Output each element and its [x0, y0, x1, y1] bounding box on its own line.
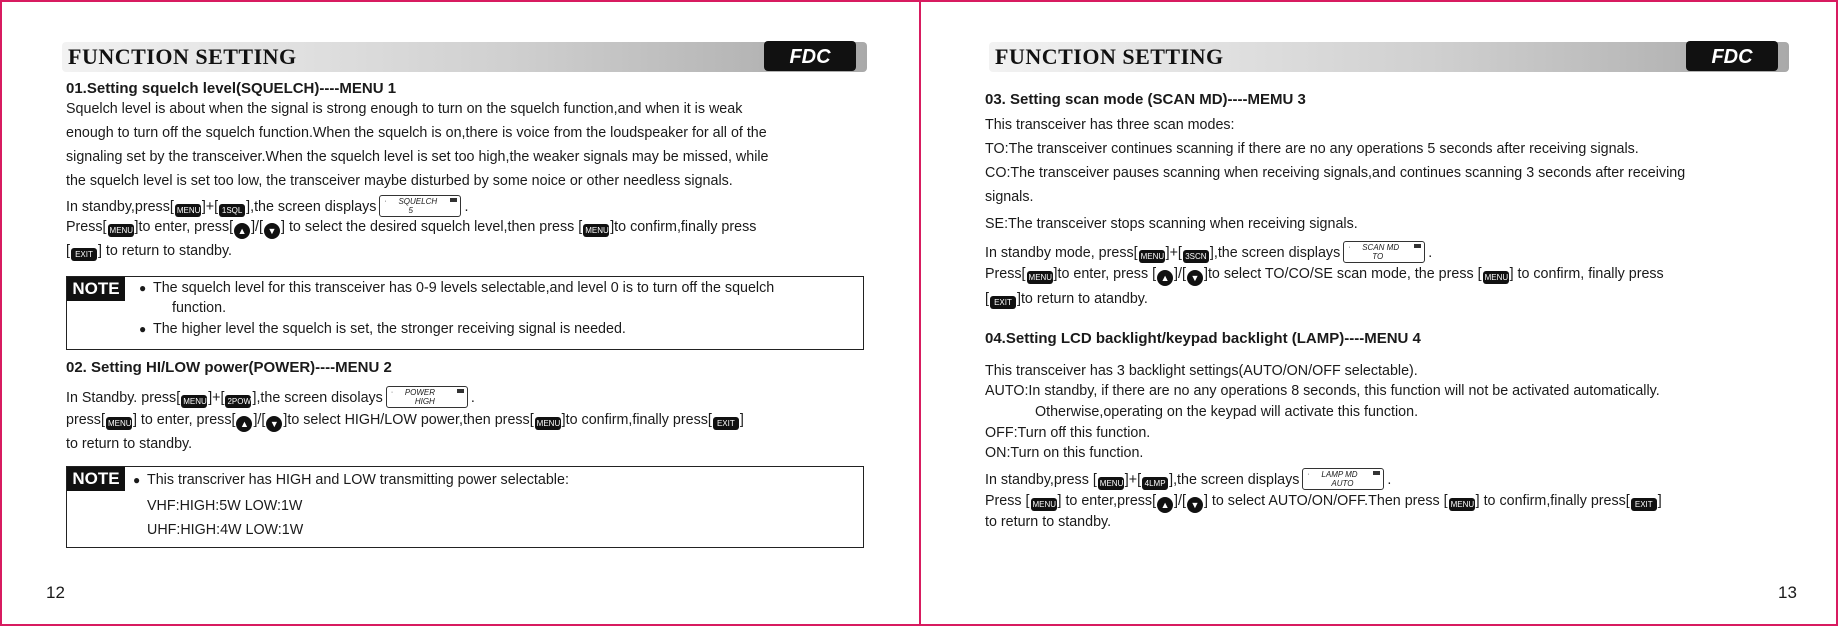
up-arrow-icon: ▲ — [1157, 497, 1173, 513]
note-text: The squelch level for this transceiver has 0-9 levels selectable,and level 0 is to turn off the squelch — [153, 280, 775, 296]
instruction-line: In Standby. press[ MENU]+[ 2POW],the screen disolays · POWER HIGH . — [66, 388, 475, 406]
page-header — [989, 42, 1789, 72]
instruction-line: [ EXIT ]to return to atandby. — [985, 291, 1148, 307]
up-arrow-icon: ▲ — [234, 223, 250, 239]
section-title: 04.Setting LCD backlight/keypad backlight (LAMP)----MENU 4 — [985, 330, 1421, 347]
bullet-icon: ● — [139, 281, 147, 295]
lcd-display: · POWER HIGH — [386, 386, 468, 408]
section-title: 03. Setting scan mode (SCAN MD)----MEMU 3 — [985, 91, 1306, 108]
paragraph: to return to standby. — [985, 514, 1112, 530]
paragraph: OFF:Turn off this function. — [985, 425, 1151, 441]
key-1-icon: 1SQL — [219, 204, 245, 217]
up-arrow-icon: ▲ — [1157, 270, 1173, 286]
note-text: The higher level the squelch is set, the stronger receiving signal is needed. — [153, 321, 626, 337]
menu-key-icon: MENU — [536, 419, 561, 428]
lcd-display: · LAMP MD AUTO — [1302, 468, 1384, 490]
paragraph: AUTO:In standby, if there are no any operations 8 seconds, this function will not be activated automatically. — [985, 383, 1660, 399]
down-arrow-icon: ▼ — [1187, 270, 1203, 286]
lcd-display: · SQUELCH 5 — [379, 195, 461, 217]
menu-key-icon: MENU — [109, 226, 134, 235]
paragraph: signals. — [985, 189, 1034, 205]
down-arrow-icon: ▼ — [1187, 497, 1203, 513]
down-arrow-icon: ▼ — [264, 223, 280, 239]
key-2-icon: 2POW — [227, 397, 252, 406]
exit-key-icon: EXIT — [1631, 498, 1657, 511]
paragraph: This transceiver has 3 backlight settings(AUTO/ON/OFF selectable). — [985, 363, 1418, 379]
menu-key-icon: MENU — [1140, 252, 1165, 261]
paragraph: enough to turn off the squelch function.When the squelch is on,there is voice from the loudspeaker for all of the — [66, 125, 767, 141]
header-title: FUNCTION SETTING — [68, 44, 297, 69]
menu-key-icon: MENU — [183, 397, 207, 406]
note-text: This transcriver has HIGH and LOW transmitting power selectable: — [147, 472, 569, 488]
paragraph: SE:The transceiver stops scanning when receiving signals. — [985, 216, 1358, 232]
instruction-line: Press[ MENU]to enter, press[ ▲ ]/[ ▼ ] to select the desired squelch level,then press [ MENU]to confirm,finally press — [66, 219, 756, 239]
menu-key-icon: MENU — [107, 419, 132, 428]
menu-key-icon: MENU — [1032, 500, 1057, 509]
fdc-logo — [1686, 41, 1778, 71]
menu-key-icon: MENU — [176, 206, 201, 215]
note-box — [66, 466, 864, 548]
menu-key-icon: MENU — [1450, 500, 1475, 509]
lcd-display: · SCAN MD TO — [1343, 241, 1425, 263]
key-4-icon: 4LMP — [1142, 477, 1168, 490]
note-label: NOTE — [67, 277, 125, 301]
down-arrow-icon: ▼ — [266, 416, 282, 432]
svg-text:FDC: FDC — [1711, 46, 1753, 68]
instruction-line: [ EXIT ] to return to standby. — [66, 243, 233, 259]
svg-text:FDC: FDC — [789, 46, 831, 68]
instruction-line: Press [ MENU] to enter,press[ ▲ ]/[ ▼ ] to select AUTO/ON/OFF.Then press [ MENU] to confirm,finally press[ EXIT ] — [985, 493, 1662, 513]
up-arrow-icon: ▲ — [236, 416, 252, 432]
page-number: 13 — [1778, 583, 1797, 602]
bullet-icon: ● — [133, 473, 141, 487]
key-3-icon: 3SCN — [1183, 250, 1209, 263]
instruction-line: In standby mode, press[ MENU]+[ 3SCN ],the screen displays · SCAN MD TO . — [985, 243, 1433, 261]
paragraph: CO:The transceiver pauses scanning when receiving signals,and continues scanning 3 seconds after receiving — [985, 165, 1686, 181]
bullet-icon: ● — [139, 322, 147, 336]
fdc-logo — [764, 41, 856, 71]
exit-key-icon: EXIT — [713, 417, 739, 430]
paragraph: TO:The transceiver continues scanning if there are no any operations 5 seconds after receiving signals. — [985, 141, 1639, 157]
note-text: UHF:HIGH:4W LOW:1W — [147, 522, 304, 538]
exit-key-icon: EXIT — [990, 296, 1016, 309]
paragraph: ON:Turn on this function. — [985, 445, 1144, 461]
header-title: FUNCTION SETTING — [995, 44, 1224, 69]
paragraph: the squelch level is set too low, the transceiver maybe disturbed by some noice or other needless signals. — [66, 173, 733, 189]
paragraph: signaling set by the transceiver.When the squelch level is set too high,the weaker signals may be missed, while — [66, 149, 769, 165]
paragraph: This transceiver has three scan modes: — [985, 117, 1235, 133]
instruction-line: In standby,press[ MENU]+[ 1SQL ],the screen displays · SQUELCH 5 . — [66, 197, 469, 215]
section-title: 02. Setting HI/LOW power(POWER)----MENU 2 — [66, 359, 392, 376]
paragraph: Squelch level is about when the signal is strong enough to turn on the squelch function,and when it is weak — [66, 101, 743, 117]
note-text: function. — [172, 300, 227, 316]
paragraph: to return to standby. — [66, 436, 193, 452]
menu-key-icon: MENU — [1484, 273, 1509, 282]
exit-key-icon: EXIT — [71, 248, 97, 261]
note-box — [66, 276, 864, 350]
page-header — [62, 42, 867, 72]
section-title: 01.Setting squelch level(SQUELCH)----MENU 1 — [66, 80, 397, 97]
instruction-line: Press[ MENU]to enter, press [ ▲ ]/[ ▼ ]to select TO/CO/SE scan mode, the press [ MENU] to confirm, finally press — [985, 266, 1664, 286]
right-page — [920, 0, 1838, 626]
paragraph: Otherwise,operating on the keypad will activate this function. — [1035, 404, 1419, 420]
note-text: VHF:HIGH:5W LOW:1W — [147, 498, 303, 514]
menu-key-icon: MENU — [1028, 273, 1053, 282]
note-label: NOTE — [67, 467, 125, 491]
menu-key-icon: MENU — [1099, 479, 1124, 488]
menu-key-icon: MENU — [585, 226, 609, 235]
page-number: 12 — [46, 583, 65, 602]
instruction-line: In standby,press [ MENU]+[ 4LMP ],the screen displays · LAMP MD AUTO . — [985, 470, 1392, 488]
instruction-line: press[ MENU] to enter, press[ ▲ ]/[ ▼ ]to select HIGH/LOW power,then press[ MENU]to confirm,finally press[ EXIT ] — [66, 412, 744, 432]
